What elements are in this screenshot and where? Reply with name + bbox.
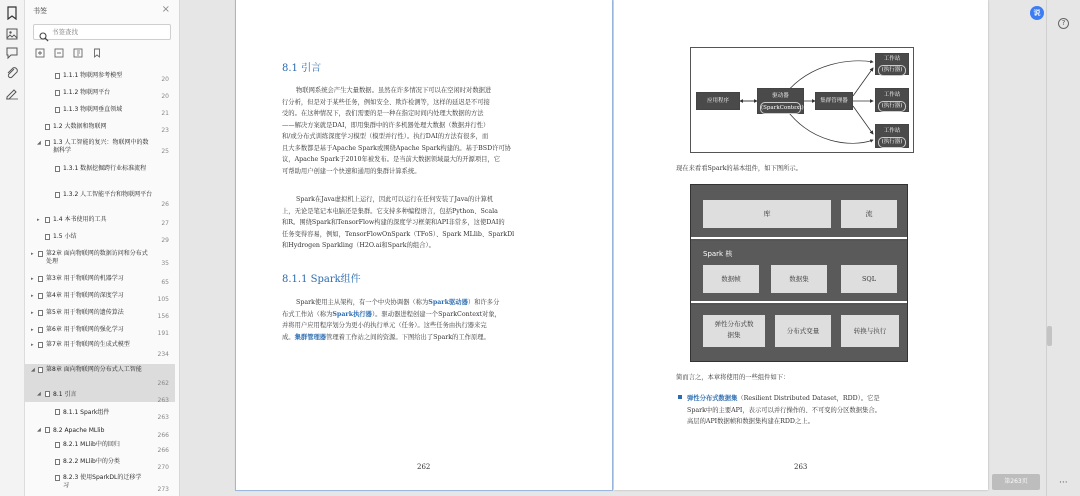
library-box: 库	[703, 200, 831, 228]
expand-arrow-icon[interactable]: ▸	[31, 342, 34, 348]
bookmark-flag-icon[interactable]	[92, 48, 102, 58]
subsection-title: 8.1.1 Spark组件	[282, 274, 361, 285]
expand-arrow-icon[interactable]: ▸	[31, 276, 34, 282]
expand-arrow-icon[interactable]: ▸	[31, 251, 34, 257]
toc-item[interactable]: 1.1.1 物联网参考模型 20	[25, 70, 175, 82]
collapse-arrow-icon[interactable]: ◢	[37, 427, 41, 433]
toc-item[interactable]: ▸ 第2章 面向物联网的数据访问和分布式处理 35	[31, 250, 169, 267]
page-number: 263	[794, 463, 808, 471]
paragraph: Spark使用主从架构，有一个中央协调器（称为Spark驱动器）和许多分 布式工作站（称为Spark执行器）。驱动器进程创建一个SparkContext对象， 并将用户应用程序划分为更小的执行单元（任务）。这些任务由执行器来完 成。集群管理器管理着工作站之间的资源。下图给出了Spark的工作原理。	[282, 299, 501, 341]
expand-arrow-icon[interactable]: ▸	[31, 293, 34, 299]
toc-item[interactable]: ▸ 1.4 本书使用的工具 27	[37, 216, 169, 227]
document-icon	[38, 276, 43, 282]
thumbnail-icon[interactable]	[5, 27, 19, 41]
toc-item[interactable]: 1.3.2 人工智能平台和物联网平台 26	[25, 189, 175, 207]
toc-item-selected[interactable]: ◢ 第8章 面向物联网的分布式人工智能 262	[25, 364, 175, 388]
document-icon	[45, 234, 50, 240]
signature-icon[interactable]	[5, 86, 19, 100]
dataframe-box: 数据帧	[703, 265, 759, 293]
toc-item[interactable]: 1.1.2 物联网平台 20	[25, 87, 175, 99]
app-box: 应用程序	[696, 92, 740, 110]
rdd-box: 弹性分布式数 据集	[703, 315, 765, 347]
toc-item[interactable]: ◢ 8.2 Apache MLlib 266	[37, 427, 169, 439]
worker-box: 工作站 (执行器)	[875, 88, 909, 112]
shared-variables-box: 分布式变量	[775, 315, 831, 347]
dataset-box: 数据集	[771, 265, 827, 293]
transform-action-box: 转换与执行	[841, 315, 899, 347]
document-icon	[45, 391, 50, 397]
more-options-icon[interactable]: ···	[1059, 478, 1068, 488]
spark-architecture-diagram	[690, 47, 914, 153]
right-toolbar	[1046, 0, 1080, 496]
panel-title: 书签	[33, 7, 47, 15]
collapse-all-icon[interactable]	[54, 48, 64, 58]
page-indicator-button[interactable]: 第263页	[992, 474, 1040, 490]
caption: 现在来看看Spark的基本组件，如下图所示。	[676, 165, 802, 172]
document-icon	[55, 475, 60, 481]
toc-item[interactable]: ▸ 第6章 用于物联网的强化学习 191	[31, 326, 169, 337]
toc-item[interactable]: 1.1.3 物联网垂直领域 21	[25, 104, 175, 116]
toc-item[interactable]: 8.2.1 MLlib中的回归 266	[25, 439, 175, 453]
toc-item-selected[interactable]: ◢ 8.1 引言 263	[25, 388, 175, 402]
document-icon	[38, 310, 43, 316]
pdf-page-262	[236, 0, 612, 490]
worker-box: 工作站 (执行器)	[875, 124, 909, 148]
document-scrollbar[interactable]	[1047, 326, 1052, 346]
toc-item[interactable]: ◢ 1.3 人工智能的复兴：物联网中的数据科学 25	[37, 139, 169, 155]
document-icon	[55, 442, 60, 448]
comment-icon[interactable]	[5, 46, 19, 60]
add-bookmark-icon[interactable]	[73, 48, 83, 58]
document-icon	[45, 217, 50, 223]
assistant-avatar-icon[interactable]: 说	[1030, 6, 1044, 20]
toc-item[interactable]: 8.2.3 使用SparkDL的迁移学习 273	[25, 472, 175, 494]
attachment-icon[interactable]	[5, 66, 19, 80]
expand-all-icon[interactable]	[35, 48, 45, 58]
document-icon	[55, 192, 60, 198]
document-icon	[38, 251, 43, 257]
search-icon	[39, 27, 49, 37]
bookmark-tree	[25, 62, 175, 496]
left-icon-rail	[0, 0, 25, 496]
streaming-box: 流	[841, 200, 897, 228]
document-icon	[55, 73, 60, 79]
worker-box: 工作站 (执行器)	[875, 53, 909, 75]
close-icon[interactable]: ×	[161, 4, 170, 15]
bookmark-search-box[interactable]	[33, 24, 171, 40]
driver-box: 驱动器 (SparkContext)	[757, 88, 804, 114]
pdf-page-263	[614, 0, 988, 490]
document-icon	[45, 140, 50, 146]
spark-core-title: Spark 核	[703, 250, 733, 258]
collapse-arrow-icon[interactable]: ◢	[31, 367, 35, 373]
panel-header	[25, 0, 180, 22]
toc-item[interactable]: 1.3.1 数据挖掘跨行业标准流程	[25, 163, 175, 181]
document-icon	[38, 293, 43, 299]
paragraph: 物联网系统会产生大量数据。虽然在许多情况下可以在空闲时对数据进 行分析，但是对于某些任务，例如安全、欺诈检测等，这样的延迟是不可接 受的。在这种情况下，我们需要的是一种在指定时间内处理大数据的方法 ——解决方案就是DAI，即用集群中的许多机器处理大数据（数据并行性） 和/或分布式训练深度学习模型（模型并行性）。执行DAI的方法有很多，而 且大多数都是基于Apache Spark或围绕Apache Spark构建的。基于BSD许可协 议，Apache Spark于2010年被发布。是当前大数据领域最大的开源项目，它 可帮助用户创建一个快速和通用的集群计算系统。	[282, 87, 512, 175]
document-icon	[45, 427, 50, 433]
toc-item[interactable]: ▸ 第4章 用于物联网的深度学习 105	[31, 292, 169, 303]
collapse-arrow-icon[interactable]: ◢	[37, 140, 41, 146]
document-icon	[55, 409, 60, 415]
toc-item[interactable]: 8.2.2 MLlib中的分类 270	[25, 456, 175, 470]
toc-item[interactable]: 1.5 小结 29	[25, 231, 175, 243]
toc-item[interactable]: ▸ 第5章 用于物联网的遗传算法 156	[31, 309, 169, 320]
section-title: 8.1 引言	[282, 63, 322, 74]
expand-arrow-icon[interactable]: ▸	[31, 327, 34, 333]
collapse-arrow-icon[interactable]: ◢	[37, 391, 41, 397]
bookmark-icon[interactable]	[5, 6, 19, 20]
document-icon	[55, 166, 60, 172]
expand-arrow-icon[interactable]: ▸	[37, 217, 40, 223]
document-icon	[45, 124, 50, 130]
bullet-marker	[678, 395, 682, 399]
bookmark-toolbar	[35, 48, 106, 60]
help-icon[interactable]: ?	[1058, 18, 1069, 29]
toc-item[interactable]: 8.1.1 Spark组件 263	[25, 406, 175, 420]
paragraph: Spark在Java虚拟机上运行，因此可以运行在任何安装了Java的计算机 上，无论是笔记本电脑还是集群。它支持多种编程语言，包括Python、Scala 和R。围绕Spark和TensorFlow构建的深度学习框架和API非常多，这使DAI的 任务变得容易，例如，TensorFlowOnSpark（TFoS）、Spark MLlib、SparkDl 和Hydrogen Sparkling（H2O.ai和Spark的组合）。	[282, 196, 515, 249]
cluster-manager-box: 集群管理器	[815, 92, 853, 110]
bookmark-search-input[interactable]	[52, 26, 168, 38]
paragraph: 简而言之，本章将使用的一些组件如下：	[676, 374, 790, 381]
bullet-item: 弹性分布式数据集（Resilient Distributed Dataset，RDD）。它是 Spark中的主要API，表示可以并行操作的、不可变的分区数据集合。 高层的API数据帧和数据集构建在RDD之上。	[676, 393, 976, 428]
toc-item[interactable]: ▸ 第3章 用于物联网的机器学习 65	[31, 275, 169, 286]
toc-item[interactable]: ▸ 第7章 用于物联网的生成式模型 234	[31, 341, 169, 358]
page-number: 262	[417, 463, 431, 471]
bookmark-panel	[25, 0, 180, 496]
expand-arrow-icon[interactable]: ▸	[31, 310, 34, 316]
document-icon	[38, 327, 43, 333]
document-icon	[55, 459, 60, 465]
toc-item[interactable]: 1.2 大数据和物联网 23	[25, 121, 175, 133]
document-icon	[55, 90, 60, 96]
sql-box: SQL	[841, 265, 897, 293]
document-icon	[38, 342, 43, 348]
spark-components-diagram	[690, 184, 908, 362]
document-icon	[38, 367, 43, 373]
document-icon	[55, 107, 60, 113]
